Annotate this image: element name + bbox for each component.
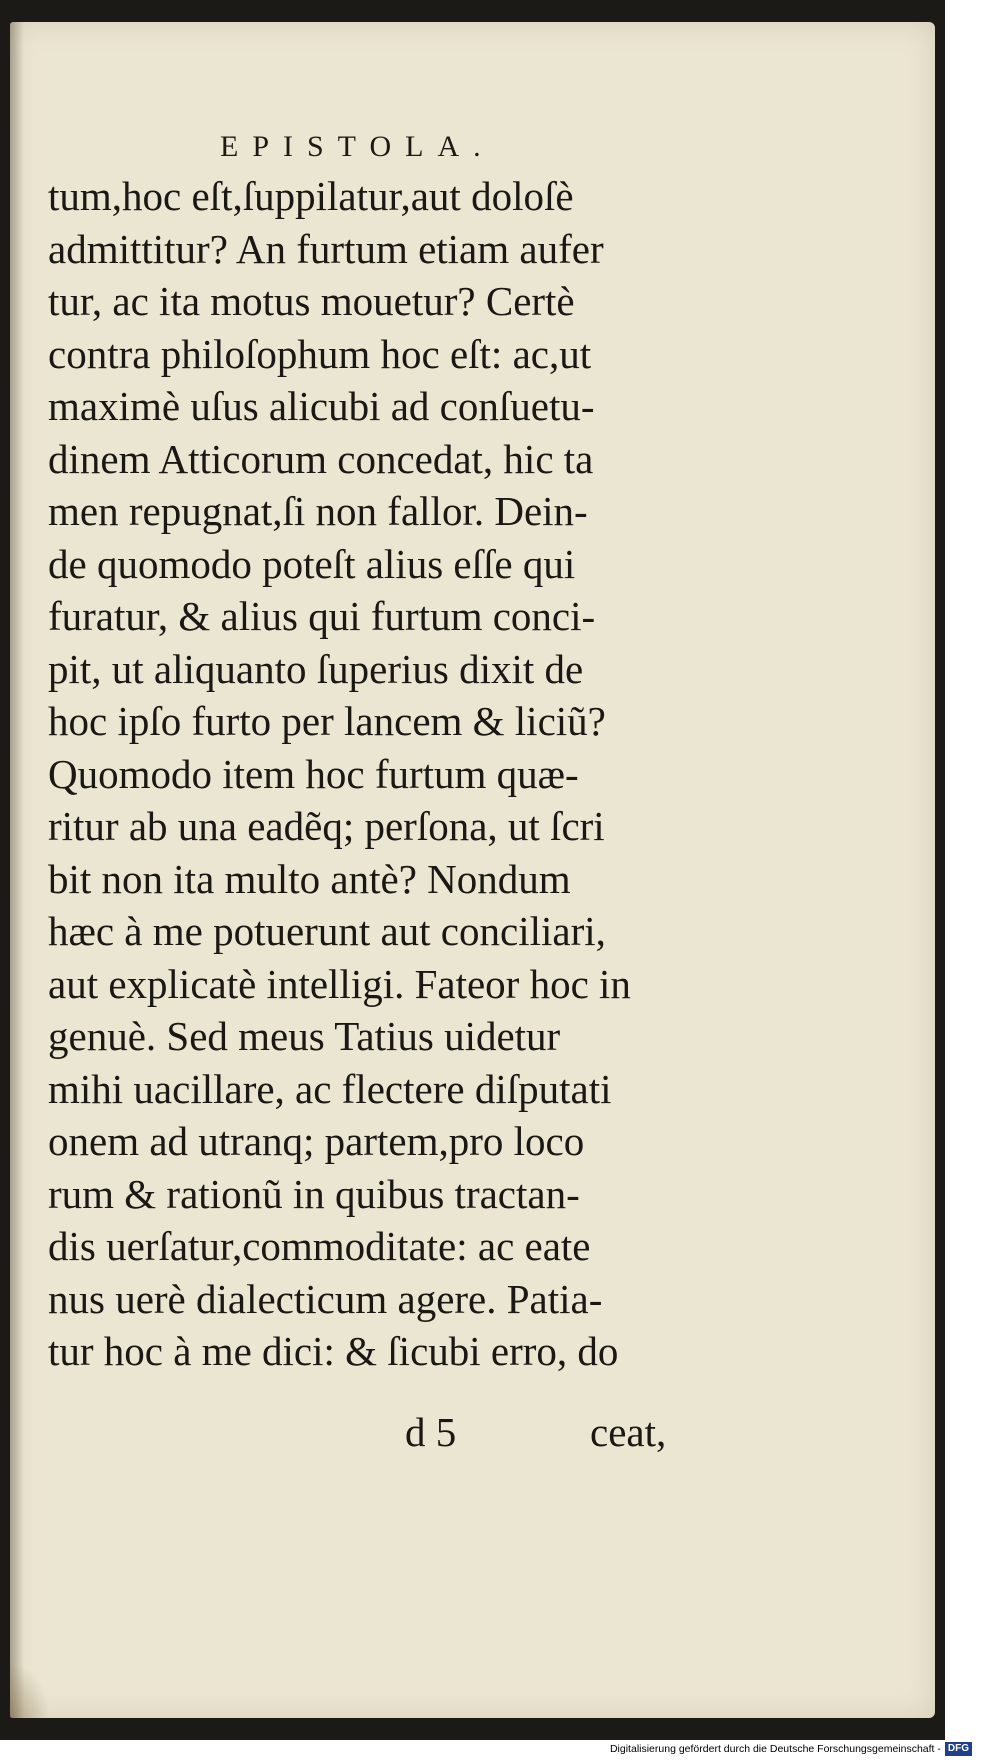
text-line: hæc à me potuerunt aut conciliari, xyxy=(48,908,606,954)
running-head: EPISTOLA. xyxy=(220,130,495,163)
text-line: bit non ita multo antè? Nondum xyxy=(48,855,571,902)
body-text xyxy=(48,170,688,1378)
text-line: dis uerſatur,commoditate: ac eate xyxy=(48,1223,591,1269)
text-line: pit, ut aliquanto ſuperius dixit de xyxy=(48,645,584,692)
text-line: ritur ab una eadẽq; perſona, ut ſcri xyxy=(48,803,605,849)
text-line: tum,hoc eſt,ſuppilatur,aut doloſè xyxy=(48,173,574,219)
text-line: maximè uſus alicubi ad conſuetu- xyxy=(48,383,595,429)
signature-mark: d 5 xyxy=(405,1409,457,1455)
text-line: dinem Atticorum concedat, hic ta xyxy=(48,435,594,482)
text-line: de quomodo poteſt alius eſſe qui xyxy=(48,540,576,587)
text-line: hoc ipſo furto per lancem & liciũ? xyxy=(48,698,606,744)
text-line: aut explicatè intelligi. Fateor hoc in xyxy=(48,960,631,1007)
credit-text: Digitalisierung gefördert durch die Deutsche Forschungsgemeinschaft - xyxy=(609,1743,941,1755)
catchline xyxy=(10,1407,945,1457)
text-line: genuè. Sed meus Tatius uidetur xyxy=(48,1013,561,1059)
text-line: onem ad utranq; partem,pro loco xyxy=(48,1118,585,1164)
page-stain xyxy=(10,1662,50,1718)
text-line: rum & rationũ in quibus tractan- xyxy=(48,1170,580,1217)
dfg-logo: DFG xyxy=(945,1742,972,1756)
book-page xyxy=(10,22,935,1718)
page-gutter-shadow xyxy=(10,22,24,1718)
text-line: furatur, & alius qui furtum conci- xyxy=(48,593,596,639)
text-line: contra philoſophum hoc eſt: ac,ut xyxy=(48,330,592,377)
catchword: ceat, xyxy=(590,1409,667,1455)
text-line: tur hoc à me dici: & ſicubi erro, do xyxy=(48,1328,619,1374)
text-line: men repugnat,ſi non fallor. Dein- xyxy=(48,488,588,534)
text-line: tur, ac ita motus mouetur? Certè xyxy=(48,278,575,324)
text-line: Quomodo item hoc furtum quæ- xyxy=(48,750,579,797)
text-line: admittitur? An furtum etiam aufer xyxy=(48,225,604,272)
text-line: nus uerè dialecticum agere. Patia- xyxy=(48,1275,603,1322)
digitization-credit xyxy=(610,1741,972,1757)
text-line: mihi uacillare, ac flectere diſputati xyxy=(48,1065,612,1112)
